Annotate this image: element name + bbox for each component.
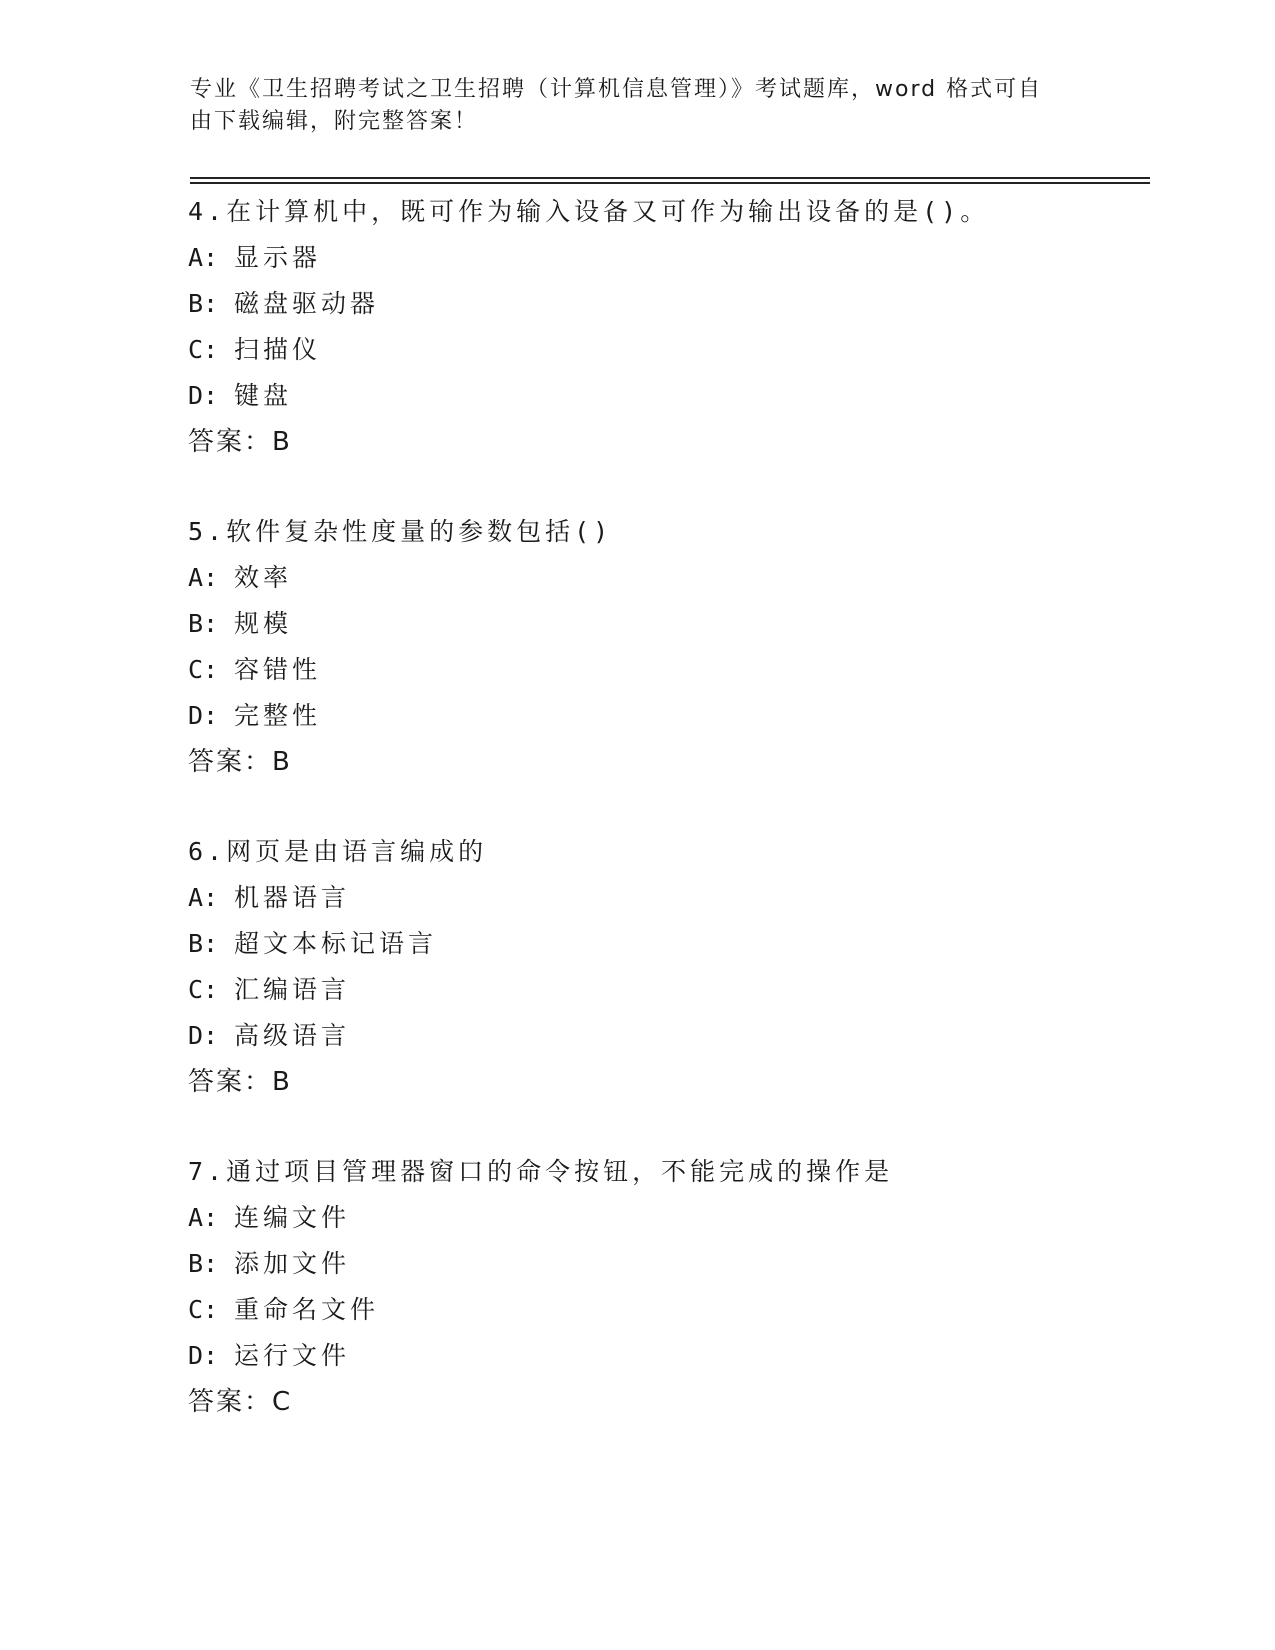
option-text: 容错性 <box>234 655 322 684</box>
option-letter: D: <box>188 1021 219 1050</box>
document-header <box>190 74 1090 138</box>
option-letter: D: <box>188 381 219 410</box>
option-d <box>188 693 1148 739</box>
option-d <box>188 1333 1148 1379</box>
option-b <box>188 281 1148 327</box>
option-text: 重命名文件 <box>234 1295 380 1324</box>
option-a <box>188 235 1148 281</box>
question-4 <box>188 189 1148 465</box>
question-stem: 5.软件复杂性度量的参数包括() <box>188 517 613 546</box>
option-text: 规模 <box>234 609 293 638</box>
question-6 <box>188 829 1148 1105</box>
option-c <box>188 327 1148 373</box>
option-b <box>188 601 1148 647</box>
option-letter: B: <box>188 289 219 318</box>
option-d <box>188 373 1148 419</box>
option-text: 显示器 <box>234 243 322 272</box>
answer-line: 答案：C <box>188 1387 293 1417</box>
option-text: 高级语言 <box>234 1021 351 1050</box>
question-7 <box>188 1149 1148 1425</box>
option-letter: A: <box>188 883 219 912</box>
option-text: 连编文件 <box>234 1203 351 1232</box>
option-letter: D: <box>188 701 219 730</box>
option-letter: C: <box>188 335 219 364</box>
answer-line: 答案：B <box>188 1067 292 1097</box>
answer-line: 答案：B <box>188 747 292 777</box>
option-letter: B: <box>188 929 219 958</box>
option-text: 运行文件 <box>234 1341 351 1370</box>
question-list <box>188 189 1148 1469</box>
question-stem: 4.在计算机中，既可作为输入设备又可作为输出设备的是()。 <box>188 197 990 226</box>
option-letter: A: <box>188 243 219 272</box>
option-letter: B: <box>188 609 219 638</box>
answer-line: 答案：B <box>188 427 292 457</box>
option-text: 扫描仪 <box>234 335 322 364</box>
option-c <box>188 647 1148 693</box>
option-d <box>188 1013 1148 1059</box>
option-letter: A: <box>188 563 219 592</box>
option-b <box>188 921 1148 967</box>
header-divider-top <box>190 177 1150 179</box>
question-stem: 6.网页是由语言编成的 <box>188 837 488 866</box>
option-letter: B: <box>188 1249 219 1278</box>
option-a <box>188 555 1148 601</box>
option-letter: C: <box>188 655 219 684</box>
option-letter: C: <box>188 975 219 1004</box>
question-5 <box>188 509 1148 785</box>
option-text: 完整性 <box>234 701 322 730</box>
option-text: 机器语言 <box>234 883 351 912</box>
option-b <box>188 1241 1148 1287</box>
option-c <box>188 1287 1148 1333</box>
option-letter: A: <box>188 1203 219 1232</box>
option-c <box>188 967 1148 1013</box>
option-text: 效率 <box>234 563 293 592</box>
option-a <box>188 875 1148 921</box>
option-text: 添加文件 <box>234 1249 351 1278</box>
option-text: 超文本标记语言 <box>234 929 438 958</box>
option-letter: C: <box>188 1295 219 1324</box>
option-a <box>188 1195 1148 1241</box>
header-divider-bottom <box>190 182 1150 184</box>
header-line-2: 由下载编辑，附完整答案！ <box>190 109 479 134</box>
option-text: 磁盘驱动器 <box>234 289 380 318</box>
option-text: 汇编语言 <box>234 975 351 1004</box>
header-line-1: 专业《卫生招聘考试之卫生招聘（计算机信息管理）》考试题库，word 格式可自 <box>190 77 1043 102</box>
option-text: 键盘 <box>234 381 293 410</box>
question-stem: 7.通过项目管理器窗口的命令按钮，不能完成的操作是 <box>188 1157 894 1186</box>
option-letter: D: <box>188 1341 219 1370</box>
